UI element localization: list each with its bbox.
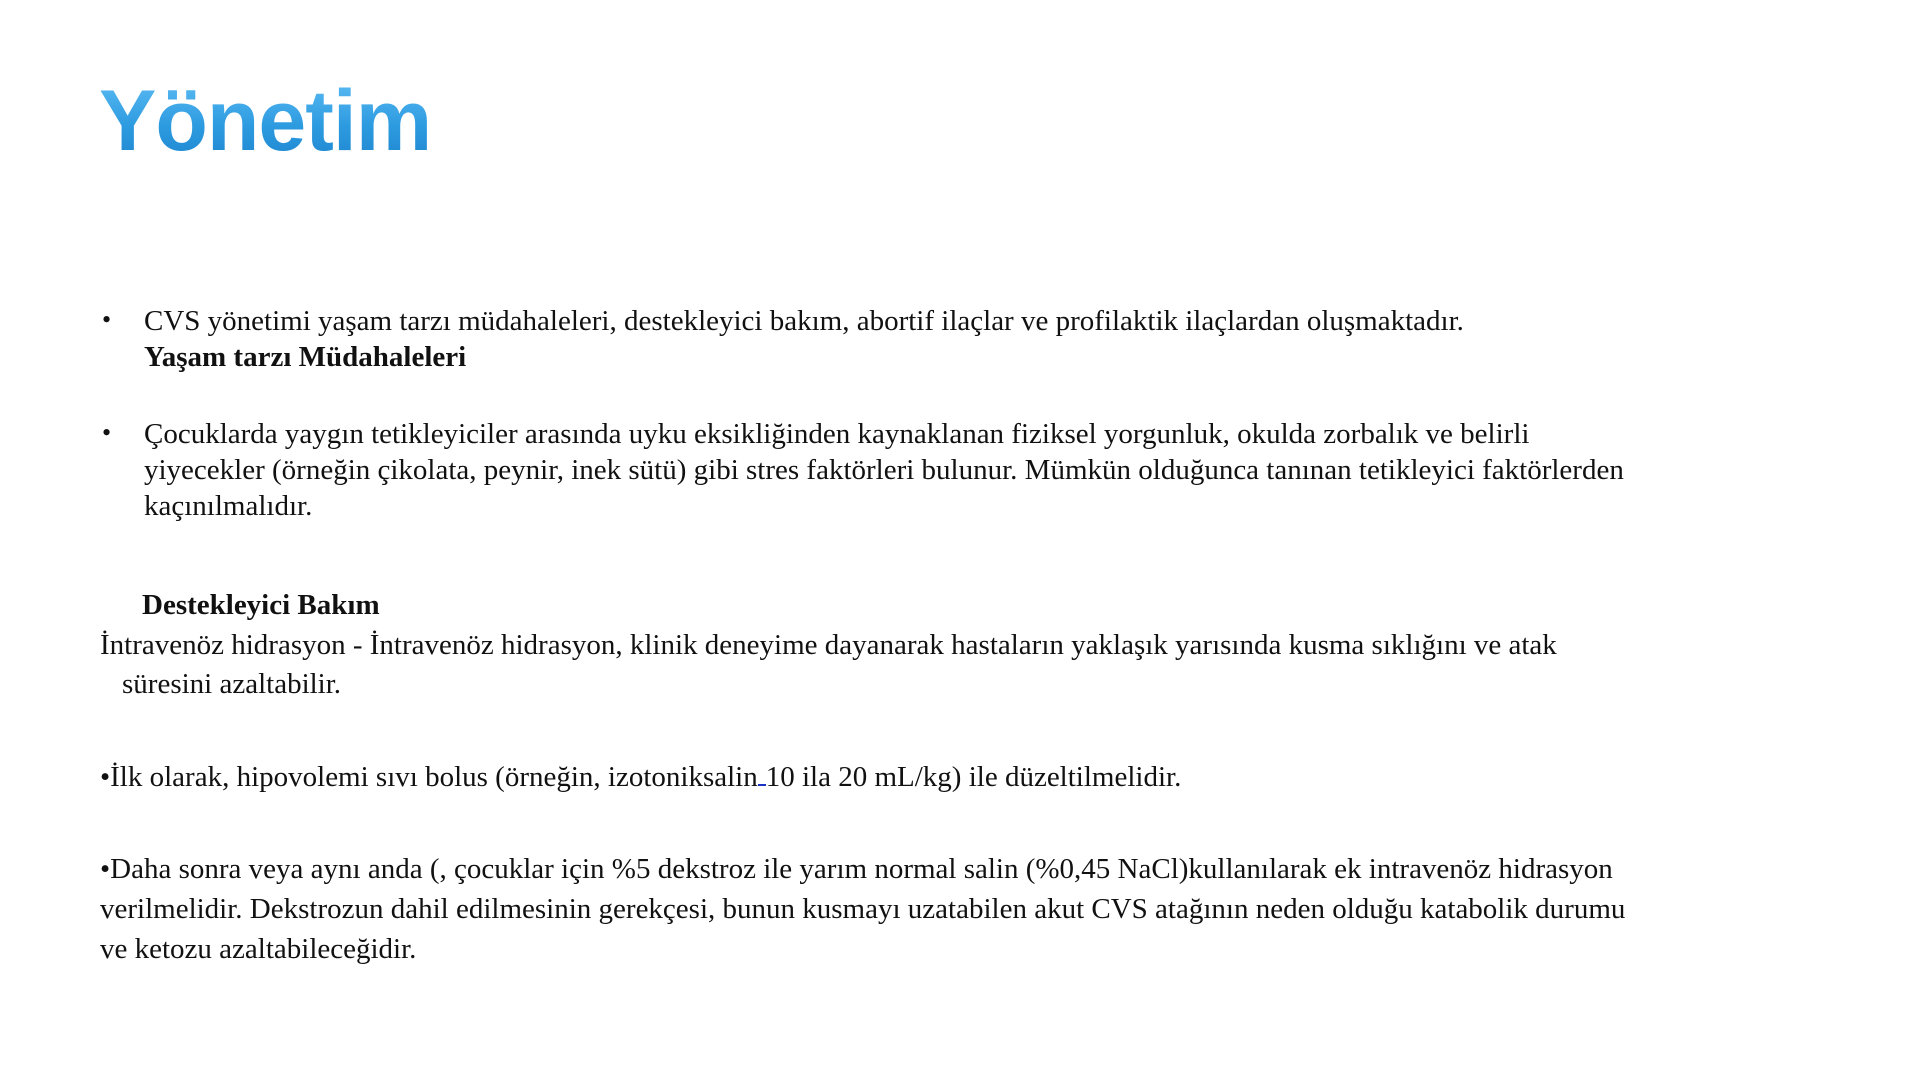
bullet-icon: • [102,418,112,447]
section5-line3: ve ketozu azaltabileceğidir. [100,933,417,965]
slide-title: Yönetim [99,73,432,169]
section2-line1: Çocuklarda yaygın tetikleyiciler arasında uyku eksikliğinden kaynaklanan fiziksel yorgunluk, okulda zorbalık ve belirli [144,418,1530,450]
section3-line1: İntravenöz hidrasyon - İntravenöz hidrasyon, klinik deneyime dayanarak hastaların yaklaşık yarısında kusma sıklığını ve atak [100,629,1557,661]
section4-text-after-link: 10 ila 20 mL/kg) ile düzeltilmelidir. [765,761,1182,793]
section1-subheading: Yaşam tarzı Müdahaleleri [144,341,467,373]
section3-heading: Destekleyici Bakım [142,589,380,621]
section5-line2: verilmelidir. Dekstrozun dahil edilmesinin gerekçesi, bunun kusmayı uzatabilen akut CVS atağının neden olduğu katabolik durumu [100,893,1626,925]
section4-paragraph [100,759,1860,795]
section5-line1: •Daha sonra veya aynı anda (, çocuklar için %5 dekstroz ile yarım normal salin (%0,45 NaCl)kullanılarak ek intravenöz hidrasyon [100,853,1613,885]
link-underline[interactable] [758,762,766,786]
section1-bullet-text: CVS yönetimi yaşam tarzı müdahaleleri, destekleyici bakım, abortif ilaçlar ve profilaktik ilaçlardan oluşmaktadır. [144,305,1464,337]
section4-text-before-link: •İlk olarak, hipovolemi sıvı bolus (örneğin, izotoniksalin [100,761,758,793]
bullet-icon: • [102,305,112,334]
section2-line3: kaçınılmalıdır. [144,490,313,522]
section3-line2: süresini azaltabilir. [122,668,342,700]
section2-line2: yiyecekler (örneğin çikolata, peynir, inek sütü) gibi stres faktörleri bulunur. Mümkün olduğunca tanınan tetikleyici faktörlerden [144,454,1624,486]
